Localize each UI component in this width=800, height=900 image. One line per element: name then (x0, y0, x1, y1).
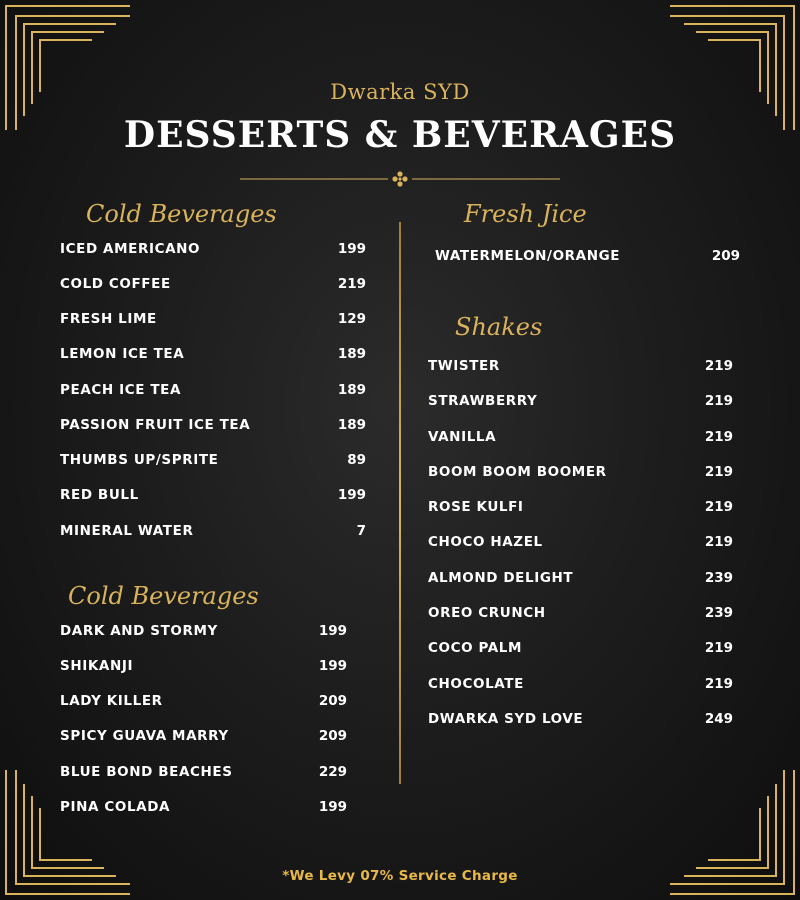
item-price: 189 (337, 346, 366, 362)
item-name: TWISTER (428, 358, 500, 374)
menu-item (60, 623, 347, 643)
item-price: 89 (347, 452, 366, 468)
item-name: PINA COLADA (60, 799, 171, 815)
brand-name: Dwarka SYD (330, 80, 470, 104)
item-price: 219 (704, 640, 733, 656)
item-name: BLUE BOND BEACHES (60, 764, 233, 780)
item-name: BOOM BOOM BOOMER (428, 464, 607, 480)
item-name: DARK AND STORMY (60, 623, 218, 639)
menu-item (428, 464, 733, 484)
menu-item (435, 248, 740, 268)
item-price: 219 (704, 534, 733, 550)
menu-item (428, 605, 733, 625)
art-deco-corner-ornament (0, 0, 130, 130)
section-title-cold-beverages: Cold Beverages (68, 582, 259, 610)
item-price: 229 (318, 764, 347, 780)
item-price: 239 (704, 570, 733, 586)
item-price: 249 (704, 711, 733, 727)
item-name: FRESH LIME (60, 311, 157, 327)
item-price: 209 (318, 693, 347, 709)
item-name: SPICY GUAVA MARRY (60, 728, 229, 744)
item-price: 189 (337, 417, 366, 433)
item-name: OREO CRUNCH (428, 605, 546, 621)
menu-item (428, 534, 733, 554)
item-price: 189 (337, 382, 366, 398)
menu-item (60, 764, 347, 784)
menu-item (60, 311, 366, 331)
menu-item (60, 523, 366, 543)
item-price: 199 (318, 623, 347, 639)
menu-item (60, 417, 366, 437)
item-name: CHOCO HAZEL (428, 534, 543, 550)
item-price: 7 (356, 523, 366, 539)
menu-item (428, 499, 733, 519)
menu-item (60, 693, 347, 713)
item-price: 219 (337, 276, 366, 292)
section-title-fresh-juice: Fresh Jice (464, 200, 587, 228)
item-price: 219 (704, 393, 733, 409)
item-name: LEMON ICE TEA (60, 346, 185, 362)
menu-item (60, 382, 366, 402)
item-name: STRAWBERRY (428, 393, 538, 409)
menu-item (428, 640, 733, 660)
item-name: VANILLA (428, 429, 497, 445)
item-price: 219 (704, 676, 733, 692)
item-name: RED BULL (60, 487, 139, 503)
item-price: 209 (711, 248, 740, 264)
menu-item (428, 358, 733, 378)
item-name: PASSION FRUIT ICE TEA (60, 417, 251, 433)
menu-item (60, 658, 347, 678)
item-price: 219 (704, 464, 733, 480)
item-price: 199 (337, 487, 366, 503)
menu-item (60, 799, 347, 819)
item-name: CHOCOLATE (428, 676, 524, 692)
item-price: 219 (704, 499, 733, 515)
menu-item (428, 676, 733, 696)
item-price: 239 (704, 605, 733, 621)
menu-item (428, 393, 733, 413)
menu-item (60, 346, 366, 366)
item-price: 199 (318, 658, 347, 674)
service-charge-note: *We Levy 07% Service Charge (282, 868, 518, 884)
item-price: 219 (704, 429, 733, 445)
item-price: 219 (704, 358, 733, 374)
art-deco-corner-ornament (670, 0, 800, 130)
menu-item (60, 728, 347, 748)
item-price: 129 (337, 311, 366, 327)
item-name: ICED AMERICANO (60, 241, 201, 257)
menu-item (60, 487, 366, 507)
menu-item (428, 570, 733, 590)
item-name: PEACH ICE TEA (60, 382, 182, 398)
menu-item (428, 429, 733, 449)
menu-item (60, 241, 366, 261)
item-name: COCO PALM (428, 640, 523, 656)
item-name: SHIKANJI (60, 658, 134, 674)
section-title-cold-beverages: Cold Beverages (86, 200, 277, 228)
item-price: 209 (318, 728, 347, 744)
menu-item (428, 711, 733, 731)
item-name: WATERMELON/ORANGE (435, 248, 621, 264)
item-name: LADY KILLER (60, 693, 163, 709)
menu-item (60, 276, 366, 296)
section-title-shakes: Shakes (455, 313, 543, 341)
item-name: ALMOND DELIGHT (428, 570, 574, 586)
item-name: THUMBS UP/SPRITE (60, 452, 219, 468)
item-price: 199 (318, 799, 347, 815)
item-name: COLD COFFEE (60, 276, 171, 292)
item-name: DWARKA SYD LOVE (428, 711, 584, 727)
menu-item (60, 452, 366, 472)
page-title: DESSERTS & BEVERAGES (123, 114, 677, 156)
item-name: ROSE KULFI (428, 499, 524, 515)
item-price: 199 (337, 241, 366, 257)
item-name: MINERAL WATER (60, 523, 194, 539)
column-divider (399, 222, 401, 784)
title-divider-ornament (240, 170, 560, 188)
